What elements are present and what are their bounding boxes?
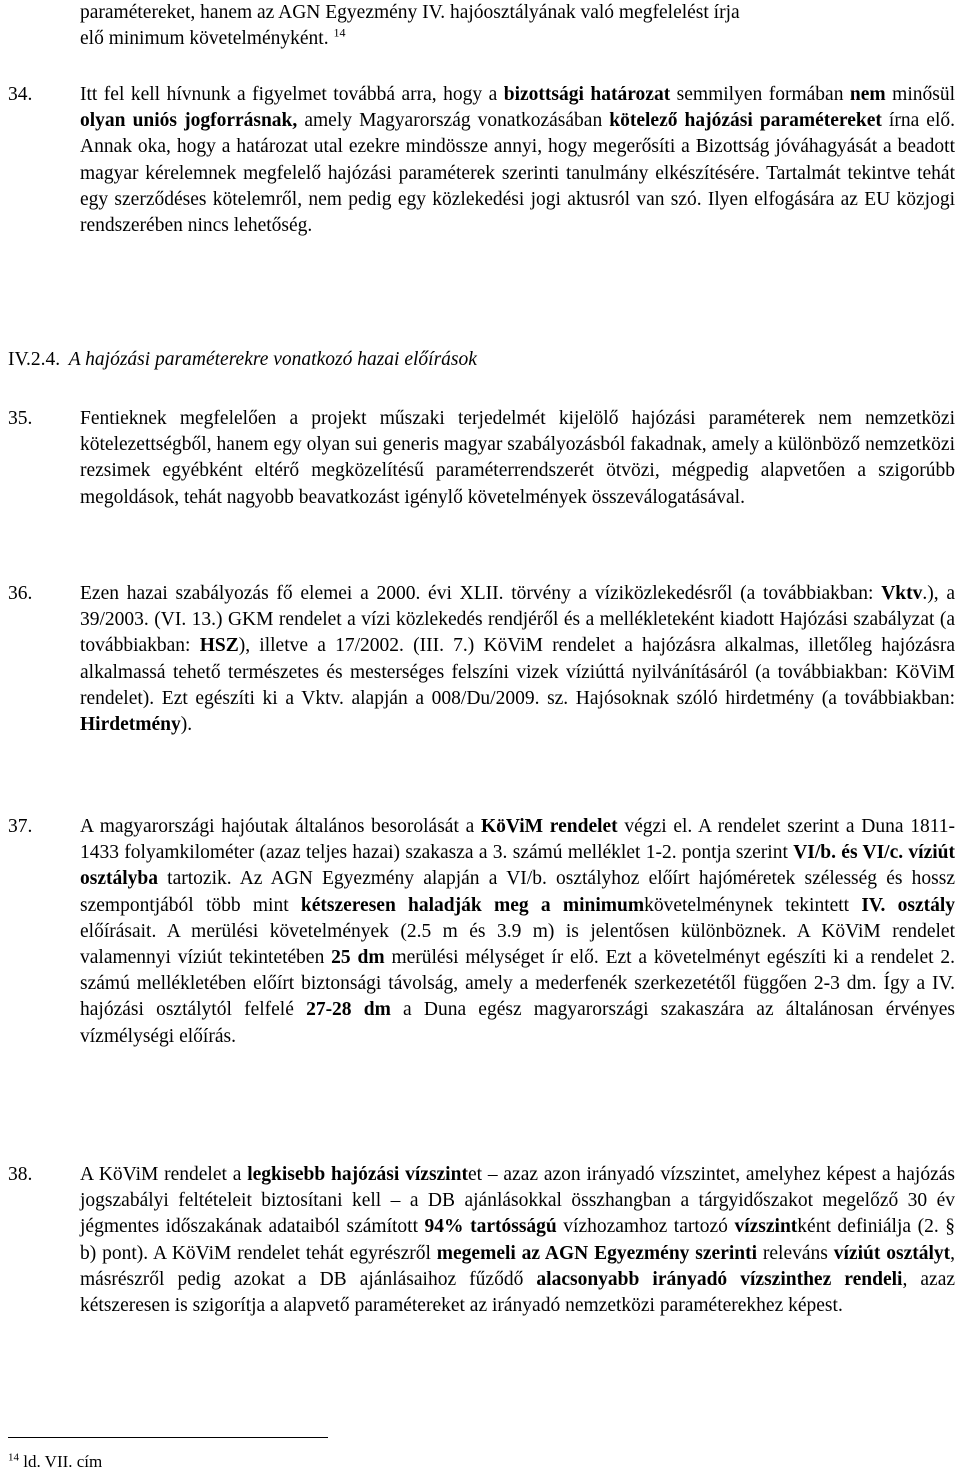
section-number: IV.2.4.	[8, 349, 61, 370]
lead-line-2: elő minimum követelményként.	[80, 28, 329, 49]
paragraph-number: 35.	[8, 408, 33, 429]
footnote-divider	[8, 1437, 328, 1438]
section-title: A hajózási paraméterekre vonatkozó hazai előírások	[68, 349, 477, 370]
paragraph-text: Fentieknek megfelelően a projekt műszaki terjedelmét kijelölő hajózási paraméterek nem nemzetközi kötelezettségből, hanem egy olyan sui generis magyar szabályozásból fakadnak, amely a különböző nemzetközi rezsimek egyébként eltérő megközelítésű paraméterrendszerét ötvözi, mégpedig alapvetően a szigorúbb megoldások, tehát nagyobb beavatkozást igénylő követelmények összeválogatásával.	[80, 408, 955, 508]
paragraph-number: 37.	[8, 816, 33, 837]
footnote-reference[interactable]: 14	[333, 25, 346, 40]
continued-paragraph	[80, 0, 955, 52]
paragraph-number: 34.	[8, 84, 33, 105]
footnote-number: 14	[8, 1451, 19, 1464]
section-heading	[8, 347, 477, 373]
footnote-text: ld. VII. cím	[19, 1452, 103, 1471]
paragraph-number: 38.	[8, 1164, 33, 1185]
footnote	[8, 1451, 102, 1473]
paragraph-number: 36.	[8, 583, 33, 604]
paragraph-text: A magyarországi hajóutak általános besorolását a KöViM rendelet végzi el. A rendelet szerint a Duna 1811-1433 folyamkilométer (azaz teljes hazai) szakasza a 3. számú melléklet 1-2. pontja szerint VI/b. és VI/c. víziút osztályba tartozik. Az AGN Egyezmény alapján a VI/b. osztályhoz előírt hajóméretek szélesség és hossz szempontjából több mint kétszeresen haladják meg a minimumkövetelménynek tekintett IV. osztály előírásait. A merülési követelmények (2.5 m és 3.9 m) is jelentősen különböznek. A KöViM rendelet valamennyi víziút tekintetében 25 dm merülési mélységet ír elő. Ezt a követelményt egészíti ki a rendelet 2. számú mellékletében előírt biztonsági távolság, amely a mederfenék szerkezetétől függően 2-3 dm. Így a IV. hajózási osztálytól felfelé 27-28 dm a Duna egész magyarországi szakaszára az általánosan érvényes vízmélységi előírás.	[80, 816, 956, 1047]
paragraph-text: Itt fel kell hívnunk a figyelmet továbbá arra, hogy a bizottsági határozat semmilyen formában nem minősül olyan uniós jogforrásnak, amely Magyarország vonatkozásában kötelező hajózási paramétereket írna elő. Annak oka, hogy a határozat utal ezekre mindössze annyi, hogy megerősíti a Bizottság jóváhagyását a beadott magyar kérelemnek megfelelő hajózási paraméterek szerinti tanulmány elkészítésére. Tartalmát tekintve tehát egy szerződéses kötelemről, nem pedig egy közlekedési jogi aktusról van szó. Ilyen elfogására az EU közjogi rendszerében nincs lehetőség.	[80, 84, 955, 237]
paragraph-text: A KöViM rendelet a legkisebb hajózási vízszintet – azaz azon irányadó vízszintet, amelyhez képest a hajózás jogszabályi feltételeit biztosítani kell – a DB ajánlásokkal összhangban a tárgyidőszakot megelőző 30 év jégmentes időszakának adataiból számított 94% tartósságú vízhozamhoz tartozó vízszintként definiálja (2. § b) pont). A KöViM rendelet tehát egyrészről megemeli az AGN Egyezmény szerinti releváns víziút osztályt, másrészről pedig azokat a DB ajánlásaihoz fűződő alacsonyabb irányadó vízszinthez rendeli, azaz kétszeresen is szigorítja a alapvető paramétereket az irányadó nemzetközi paraméterekhez képest.	[80, 1164, 955, 1317]
paragraph-text: Ezen hazai szabályozás fő elemei a 2000. évi XLII. törvény a víziközlekedésről (a továbbiakban: Vktv.), a 39/2003. (VI. 13.) GKM rendelet a vízi közlekedés rendjéről és a mellékleteként kiadott Hajózási szabályzat (a továbbiakban: HSZ), illetve a 17/2002. (III. 7.) KöViM rendelet a hajózásra alkalmas, illetőleg hajózásra alkalmassá tehető természetes és mesterséges felszíni vizek víziúttá nyilvánításáról (a továbbiakban: KöViM rendelet). Ezt egészíti ki a Vktv. alapján a 008/Du/2009. sz. Hajósoknak szóló hirdetmény (a továbbiakban: Hirdetmény).	[80, 583, 956, 736]
lead-line-1: paramétereket, hanem az AGN Egyezmény IV. hajóosztályának való megfelelést írja	[80, 2, 740, 23]
